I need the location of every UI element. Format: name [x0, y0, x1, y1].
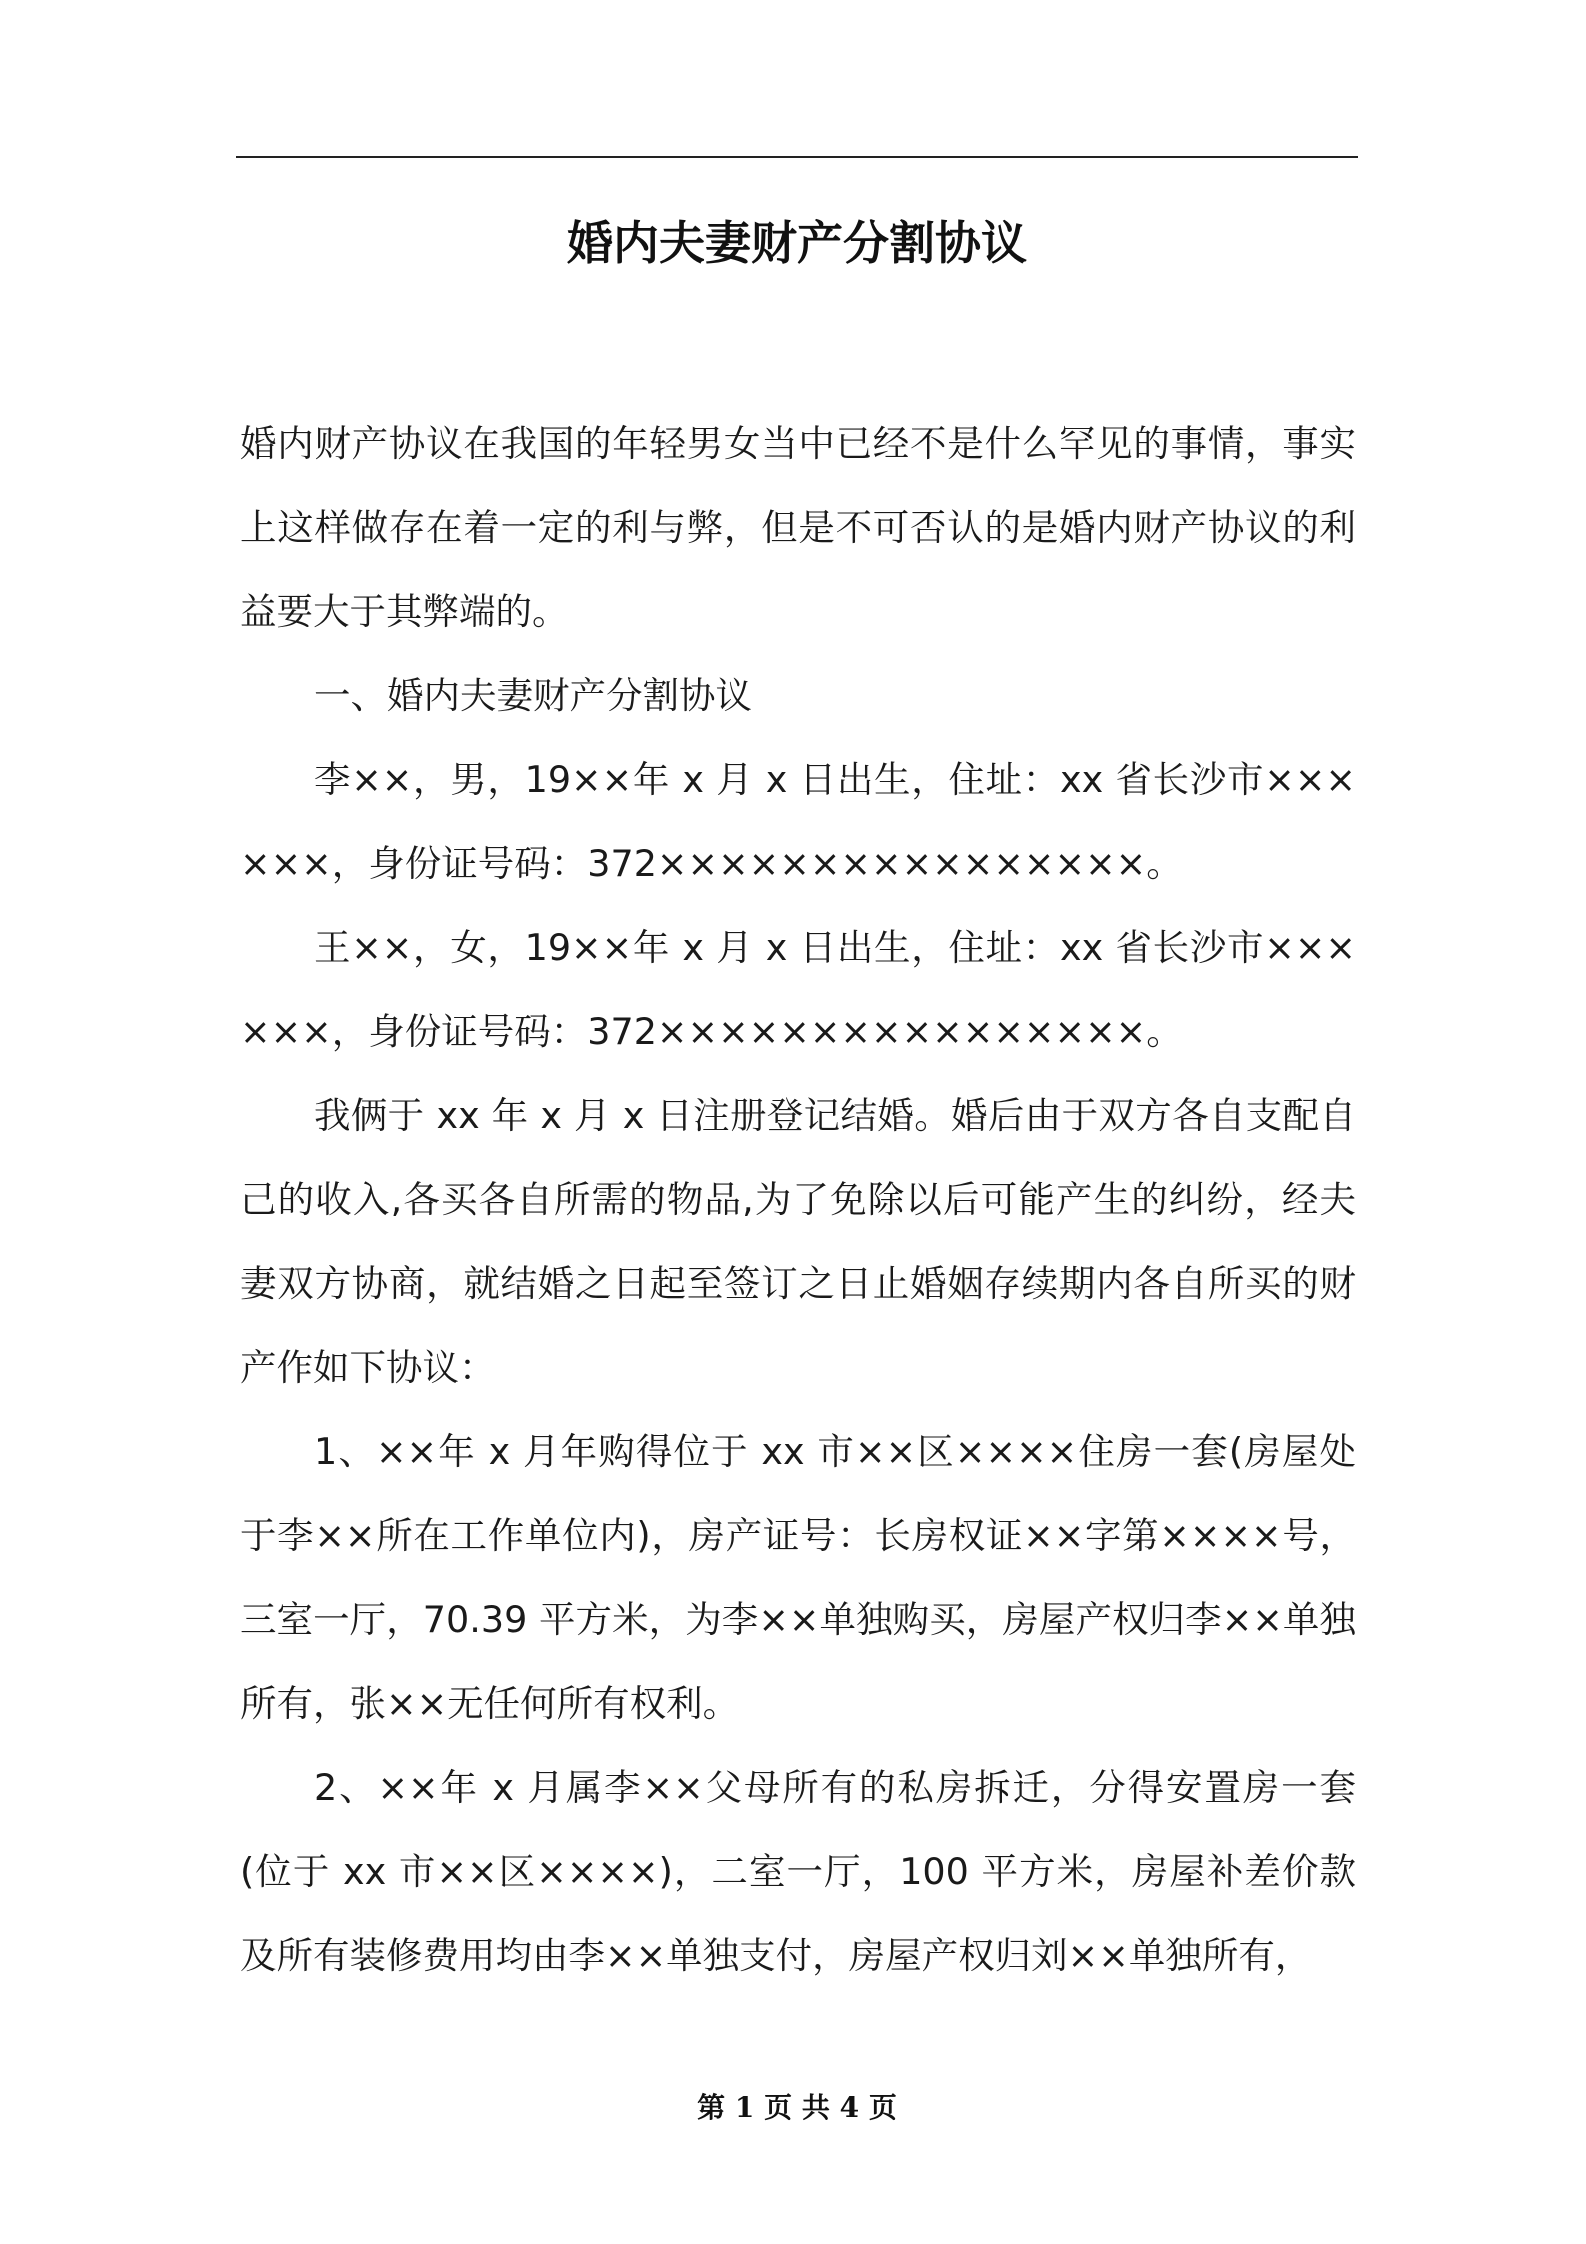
clause-1-paragraph: 1、××年 x 月年购得位于 xx 市××区××××住房一套(房屋处于李××所在工作单位内)，房产证号：长房权证××字第××××号，三室一厅，70.39 平方米，为李××单独购买，房屋产权归李××单独所有，张××无任何所有权利。	[240, 1430, 1356, 1725]
clause-2-paragraph: 2、××年 x 月属李××父母所有的私房拆迁，分得安置房一套(位于 xx 市××区××××)，二室一厅，100 平方米，房屋补差价款及所有装修费用均由李××单独支付，房屋产权归刘××单独所有，	[240, 1766, 1356, 1977]
document-body	[240, 402, 1356, 1998]
header-rule	[236, 156, 1358, 158]
marriage-statement-paragraph: 我俩于 xx 年 x 月 x 日注册登记结婚。婚后由于双方各自支配自己的收入,各买各自所需的物品,为了免除以后可能产生的纠纷，经夫妻双方协商，就结婚之日起至签订之日止婚姻存续期内各自所买的财产作如下协议：	[240, 1094, 1356, 1389]
section-heading: 一、婚内夫妻财产分割协议	[314, 674, 752, 717]
intro-paragraph: 婚内财产协议在我国的年轻男女当中已经不是什么罕见的事情，事实上这样做存在着一定的利与弊，但是不可否认的是婚内财产协议的利益要大于其弊端的。	[240, 422, 1356, 633]
party-a-paragraph: 李××，男，19××年 x 月 x 日出生，住址：xx 省长沙市××××××，身份证号码：372××××××××××××××××。	[240, 758, 1356, 885]
page-number-footer: 第 1 页 共 4 页	[697, 2091, 897, 2124]
document-title: 婚内夫妻财产分割协议	[567, 216, 1027, 270]
party-b-paragraph: 王××，女，19××年 x 月 x 日出生，住址：xx 省长沙市××××××，身份证号码：372××××××××××××××××。	[240, 926, 1356, 1053]
